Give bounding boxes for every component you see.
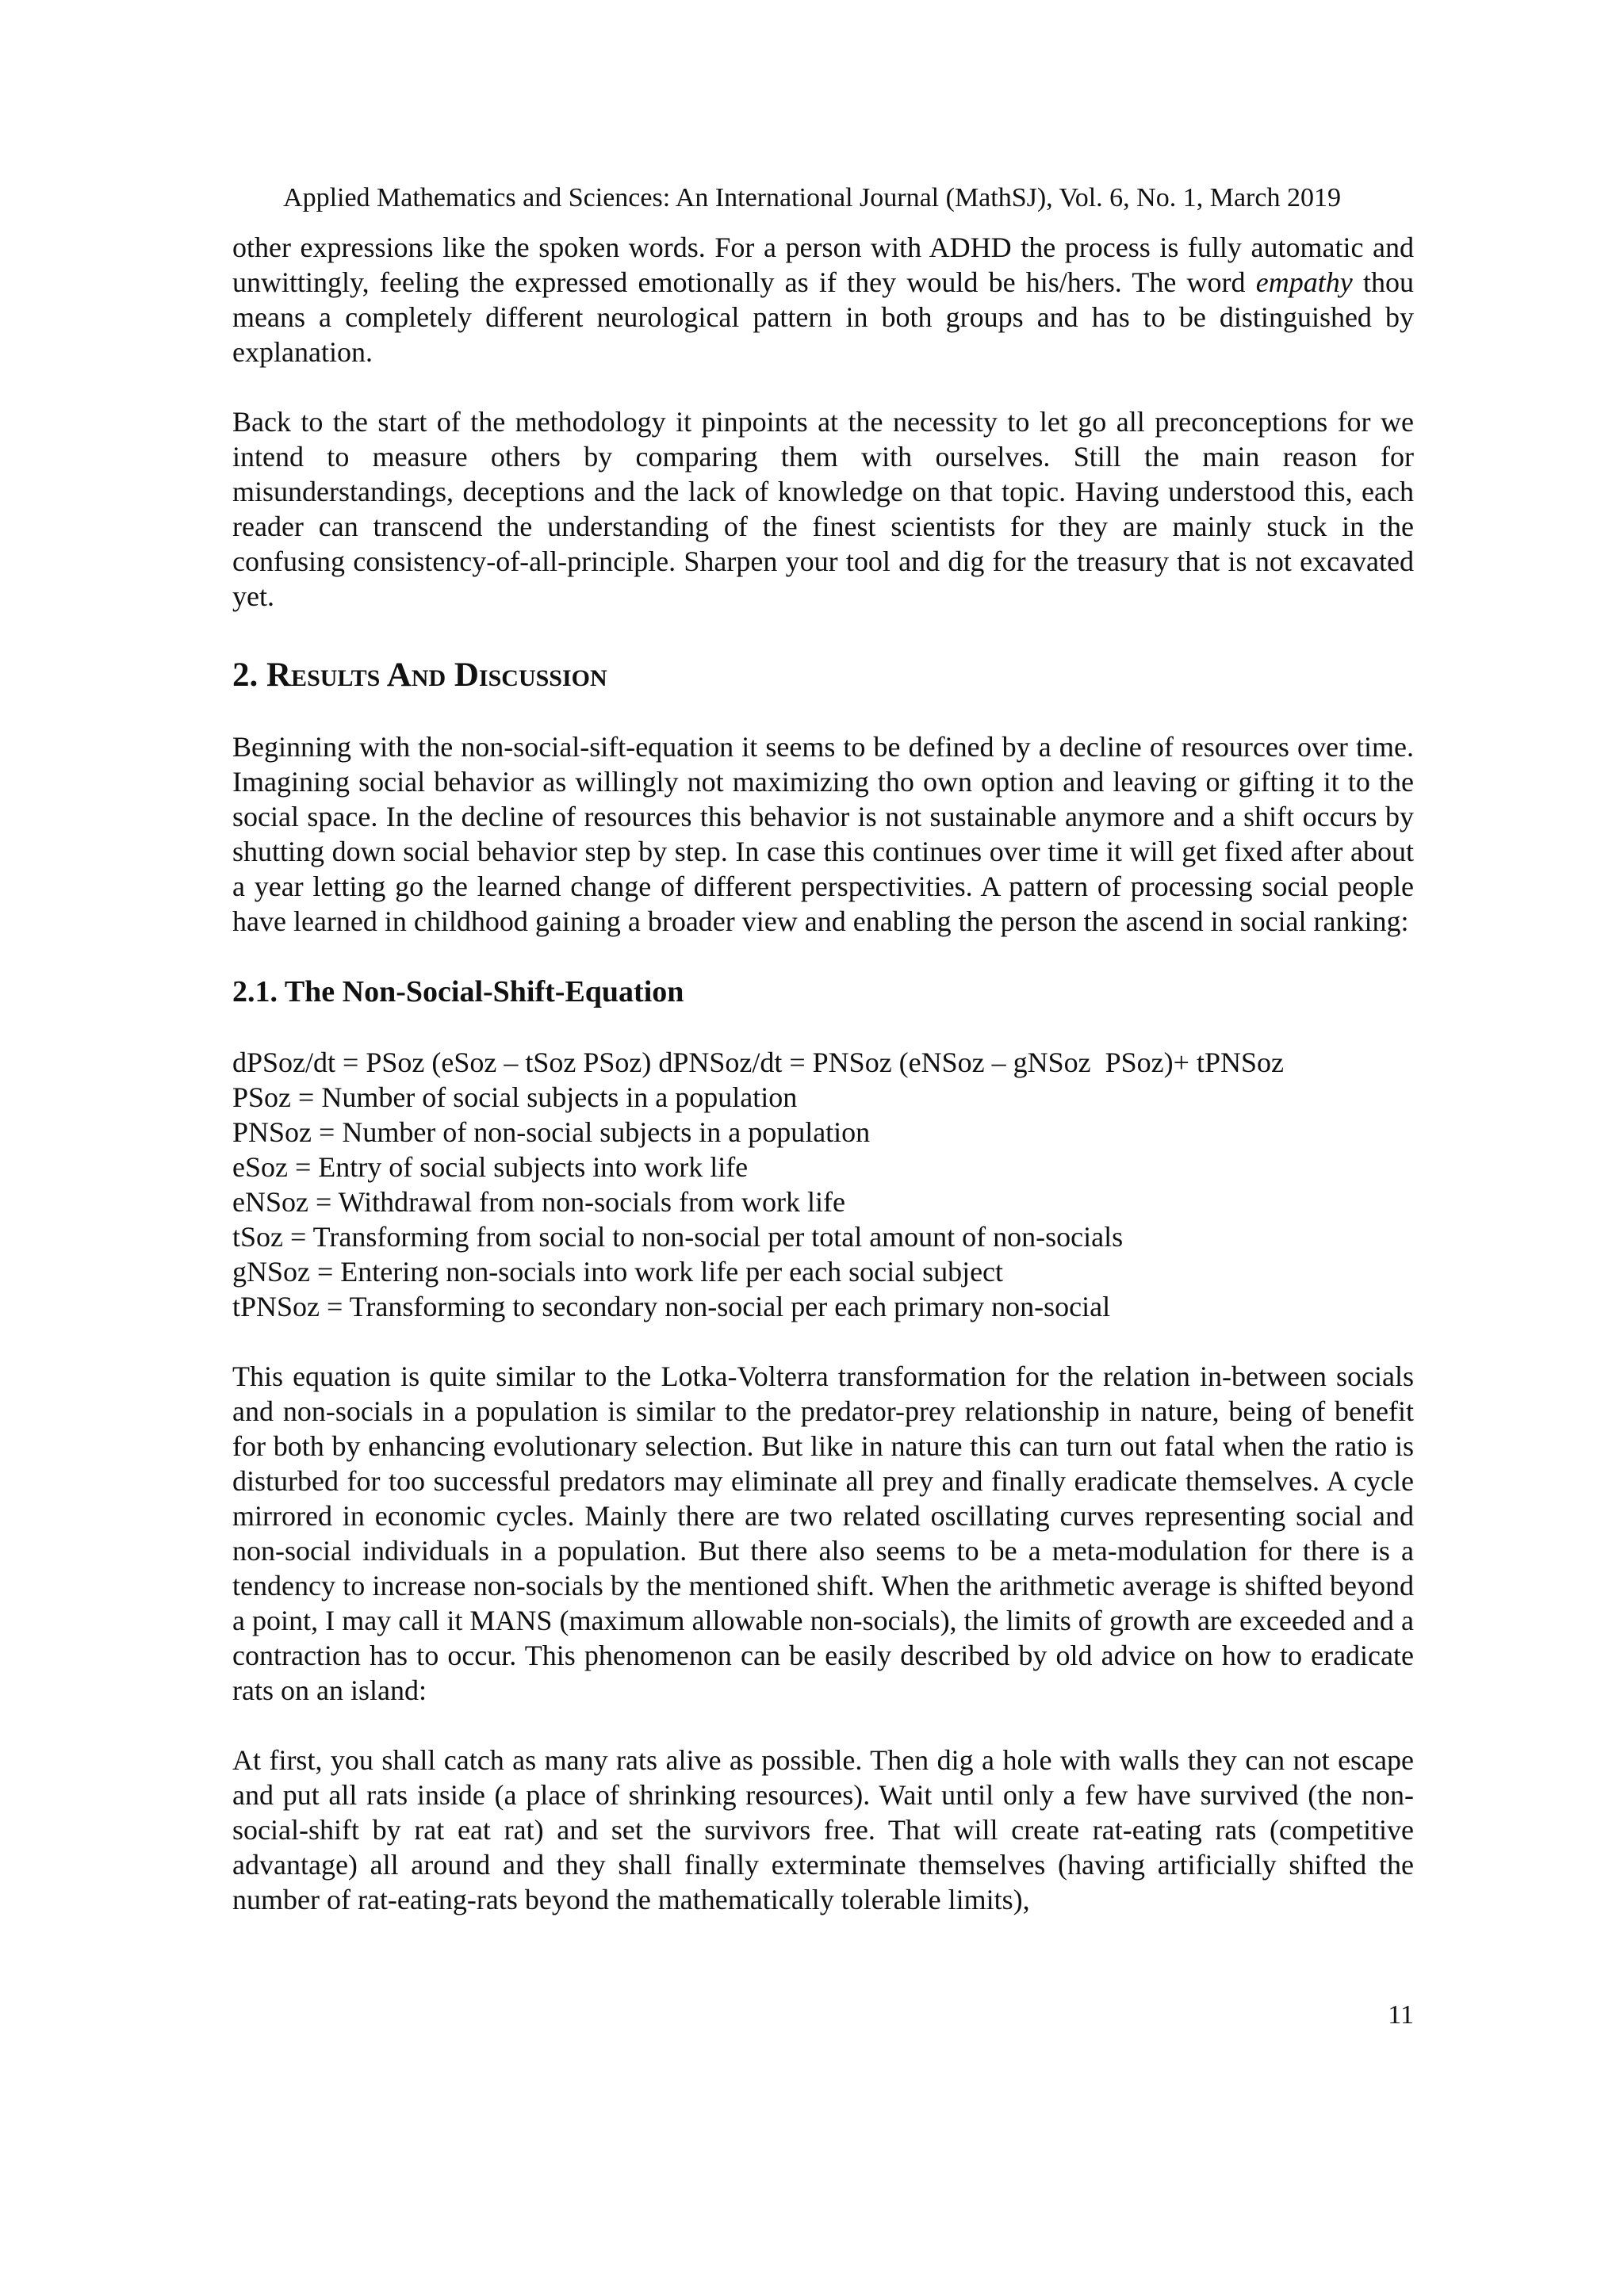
paragraph-2: Back to the start of the methodology it pinpoints at the necessity to let go all preconceptions for we intend to measure others by comparing them with ourselves. Still the main reason for misunderstandings, deceptions and the lack of knowledge on that topic. Having understood this, each reader can transcend the understanding of the finest scientists for they are mainly stuck in the confusing consistency-of-all-principle. Sharpen your tool and dig for the treasury that is not excavated yet. [232, 406, 1414, 612]
definition-line: tPNSoz = Transforming to secondary non-social per each primary non-social [232, 1291, 1111, 1322]
definition-line: PNSoz = Number of non-social subjects in a population [232, 1116, 871, 1148]
page-number: 11 [1388, 2000, 1414, 2030]
paragraph-1-text-a: other expressions like the spoken words. For a person with ADHD the process is fully automatic and unwittingly, feeling the expressed emotionally as if they would be his/hers. The word [232, 232, 1414, 298]
equation-line: dPSoz/dt = PSoz (eSoz – tSoz PSoz) dPNSoz/dt = PNSoz (eNSoz – gNSoz PSoz)+ tPNSoz [232, 1047, 1284, 1078]
subsection-heading-equation: 2.1. The Non-Social-Shift-Equation [232, 975, 684, 1008]
definition-line: tSoz = Transforming from social to non-social per total amount of non-socials [232, 1221, 1124, 1253]
definition-line: gNSoz = Entering non-socials into work life per each social subject [232, 1256, 1004, 1288]
running-header: Applied Mathematics and Sciences: An International Journal (MathSJ), Vol. 6, No. 1, March 2019 [283, 183, 1341, 212]
paragraph-1 [232, 230, 1414, 369]
definition-line: eNSoz = Withdrawal from non-socials from work life [232, 1186, 845, 1218]
paragraph-5: At first, you shall catch as many rats alive as possible. Then dig a hole with walls they can not escape and put all rats inside (a place of shrinking resources). Wait until only a few have survived (the non-social-shift by rat eat rat) and set the survivors free. That will create rat-eating rats (competitive advantage) all around and they shall finally exterminate themselves (having artificially shifted the number of rat-eating-rats beyond the mathematically tolerable limits), [232, 1744, 1414, 1915]
equation-block [232, 1045, 1414, 1324]
paragraph-3: Beginning with the non-social-sift-equation it seems to be defined by a decline of resources over time. Imagining social behavior as willingly not maximizing tho own option and leaving or gifting it to the social space. In the decline of resources this behavior is not sustainable anymore and a shift occurs by shutting down social behavior step by step. In case this continues over time it will get fixed after about a year letting go the learned change of different perspectivities. A pattern of processing social people have learned in childhood gaining a broader view and enabling the person the ascend in social ranking: [232, 731, 1414, 937]
definition-line: PSoz = Number of social subjects in a population [232, 1081, 798, 1113]
section-heading-results: 2. Results And Discussion [232, 656, 607, 694]
page-content [232, 230, 1414, 1917]
definition-line: eSoz = Entry of social subjects into work life [232, 1151, 749, 1183]
emphasis-empathy: empathy [1255, 266, 1353, 298]
paragraph-4: This equation is quite similar to the Lotka-Volterra transformation for the relation in-between socials and non-socials in a population is similar to the predator-prey relationship in nature, being of benefit for both by enhancing evolutionary selection. But like in nature this can turn out fatal when the ratio is disturbed for too successful predators may eliminate all prey and finally eradicate themselves. A cycle mirrored in economic cycles. Mainly there are two related oscillating curves representing social and non-social individuals in a population. But there also seems to be a meta-modulation for there is a tendency to increase non-socials by the mentioned shift. When the arithmetic average is shifted beyond a point, I may call it MANS (maximum allowable non-socials), the limits of growth are exceeded and a contraction has to occur. This phenomenon can be easily described by old advice on how to eradicate rats on an island: [232, 1360, 1414, 1706]
paragraph-1-text-b: thou means a completely different neurological pattern in both groups and has to be distinguished by explanation. [232, 266, 1414, 368]
